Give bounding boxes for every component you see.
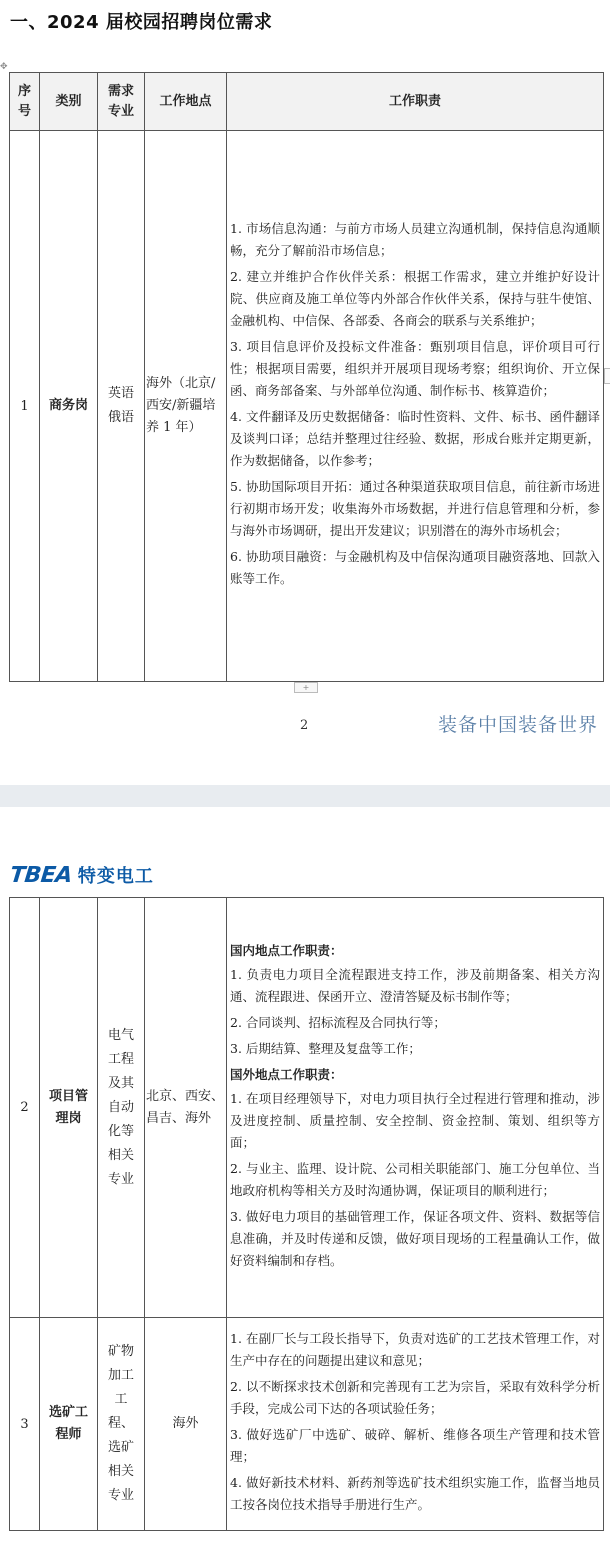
page-separator <box>0 785 610 807</box>
duty-section-title: 国外地点工作职责： <box>230 1066 343 1082</box>
row-duties <box>227 131 604 682</box>
row-num: 1 <box>10 131 40 682</box>
duty-item: 2. 合同谈判、招标流程及合同执行等； <box>230 1014 446 1030</box>
duty-item: 1. 在项目经理领导下，对电力项目执行全过程进行管理和推动，涉及进度控制、质量控制、安全控制、资金控制、策划、组织等方面； <box>230 1090 600 1150</box>
duty-item: 5. 协助国际项目开拓：通过各种渠道获取项目信息，前往新市场进行初期市场开发；收集海外市场数据，并进行信息管理和分析，参与海外市场调研，提出开发建议；识别潜在的海外市场机会； <box>230 479 600 538</box>
row-duties <box>227 898 604 1318</box>
row-duties <box>227 1318 604 1531</box>
row-num: 2 <box>10 898 40 1318</box>
duty-item: 1. 负责电力项目全流程跟进支持工作，涉及前期备案、相关方沟通、流程跟进、保函开立、澄清答疑及标书制作等； <box>230 966 600 1004</box>
logo-text-cn: 特变电工 <box>77 866 154 887</box>
table-row <box>10 898 604 1318</box>
add-column-handle[interactable] <box>604 368 610 384</box>
row-location: 海外（北京/西安/新疆培养 1 年） <box>145 131 227 682</box>
duty-item: 3. 后期结算、整理及复盘等工作； <box>230 1040 421 1056</box>
table-move-handle-icon[interactable]: ✥ <box>0 62 8 72</box>
duty-item: 2. 以不断探求技术创新和完善现有工艺为宗旨，采取有效科学分析手段，完成公司下达的各项试验任务； <box>230 1379 600 1416</box>
major-line <box>98 382 144 430</box>
duty-item: 4. 文件翻译及历史数据储备：临时性资料、文件、标书、函件翻译及谈判口译；总结并整理过往经验、数据，形成台账并定期更新，作为数据储备，以作参考； <box>230 409 600 468</box>
add-row-icon[interactable]: + <box>294 682 318 693</box>
major-line: 英语 <box>107 386 134 401</box>
duty-item: 6. 协助项目融资：与金融机构及中信保沟通项目融资落地、回款入账等工作。 <box>230 549 600 586</box>
header-num: 序号 <box>10 73 40 131</box>
header-duties: 工作职责 <box>227 73 604 131</box>
duty-section-title: 国内地点工作职责： <box>230 942 343 958</box>
footer-slogan: 装备中国装备世界 <box>437 714 598 736</box>
header-location: 工作地点 <box>145 73 227 131</box>
table-row <box>10 1318 604 1531</box>
row-category: 选矿工程师 <box>40 1318 98 1531</box>
positions-table-part-2 <box>9 897 604 1531</box>
duty-item: 2. 与业主、监理、设计院、公司相关职能部门、施工分包单位、当地政府机构等相关方及时沟通协调，保证项目的顺利进行； <box>230 1160 600 1198</box>
table-row <box>10 131 604 682</box>
logo-text-en: TBEA <box>8 862 74 888</box>
duty-item: 3. 做好电力项目的基础管理工作，保证各项文件、资料、数据等信息准确，并及时传递和反馈，做好项目现场的工程量确认工作，做好资料编制和存档。 <box>230 1208 600 1268</box>
table-header-row <box>10 73 604 131</box>
major-line: 俄语 <box>107 410 134 425</box>
company-logo <box>10 863 154 887</box>
duty-item: 3. 项目信息评价及投标文件准备：甄别项目信息，评价项目可行性；根据项目需要，组织并开展项目现场考察；组织询价、开立保函、商务部备案、与外部单位沟通、制作标书、核算造价； <box>230 339 600 398</box>
page-number: 2 <box>300 718 309 733</box>
duty-item: 4. 做好新技术材料、新药剂等选矿技术组织实施工作，监督当地员工按各岗位技术指导手册进行生产。 <box>230 1475 600 1512</box>
header-category: 类别 <box>40 73 98 131</box>
row-location: 北京、西安、昌吉、海外 <box>145 898 227 1318</box>
row-major: 矿物加工工程、选矿相关专业 <box>98 1318 145 1531</box>
row-location: 海外 <box>145 1318 227 1531</box>
row-major: 电气工程及其自动化等相关专业 <box>98 898 145 1318</box>
positions-table-part-1 <box>9 72 604 682</box>
duty-item: 1. 在副厂长与工段长指导下，负责对选矿的工艺技术管理工作，对生产中存在的问题提出建议和意见； <box>230 1331 600 1368</box>
duty-item: 3. 做好选矿厂中选矿、破碎、解析、维修各项生产管理和技术管理； <box>230 1427 600 1464</box>
duty-item: 2. 建立并维护合作伙伴关系：根据工作需求，建立并维护好设计院、供应商及施工单位等内外部合作伙伴关系，保持与驻牛使馆、金融机构、中信保、各部委、各商会的联系与关系维护； <box>230 269 600 328</box>
row-num: 3 <box>10 1318 40 1531</box>
row-category: 项目管理岗 <box>40 898 98 1318</box>
row-major <box>98 131 145 682</box>
document-page-2 <box>0 807 610 1561</box>
row-category: 商务岗 <box>40 131 98 682</box>
header-major: 需求专业 <box>98 73 145 131</box>
section-heading: 一、2024 届校园招聘岗位需求 <box>10 12 273 33</box>
duty-item: 1. 市场信息沟通：与前方市场人员建立沟通机制，保持信息沟通顺畅，充分了解前沿市场信息； <box>230 221 600 258</box>
